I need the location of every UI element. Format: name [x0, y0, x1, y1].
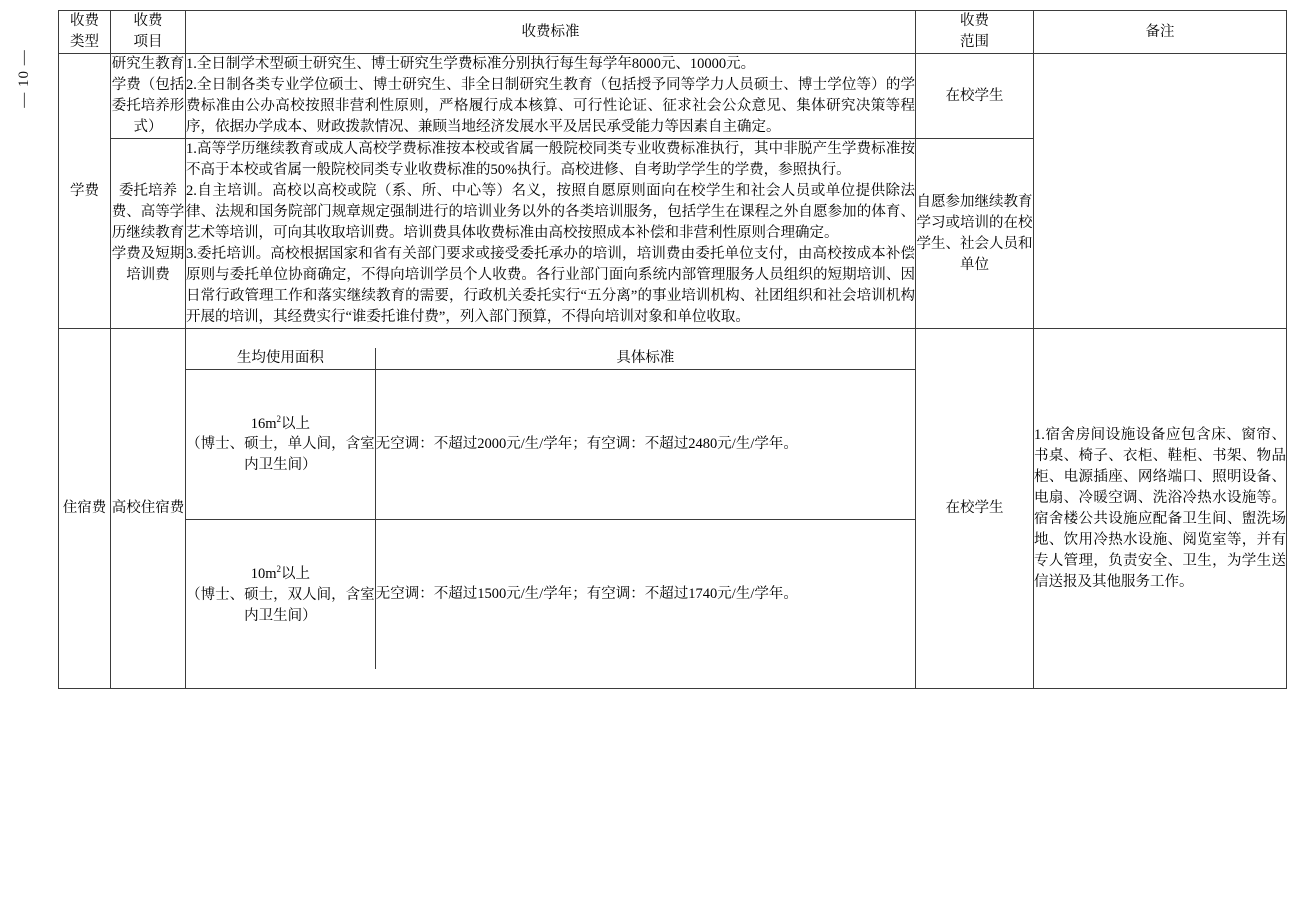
header-fee-scope-line2: 范围 — [960, 34, 989, 51]
header-fee-scope-line1: 收费 — [960, 13, 989, 29]
area-unit-superscript: 2 — [276, 413, 282, 424]
sub-cell-standard-16sqm: 无空调：不超过2000元/生/学年；有空调：不超过2480元/生/学年。 — [375, 369, 915, 519]
area-size-value: 16 — [250, 415, 266, 432]
header-fee-type — [59, 11, 111, 54]
standard-paragraph: 1.全日制学术型硕士研究生、博士研究生学费标准分别执行每生每学年8000元、10000元。 — [186, 56, 756, 73]
page-number-text: — 10 — — [15, 48, 32, 108]
cell-fee-standard-commissioned — [186, 139, 916, 329]
table-row — [59, 54, 1287, 139]
sub-header-standard: 具体标准 — [375, 348, 915, 370]
area-unit: m — [265, 565, 277, 582]
standard-paragraph: 2.全日制各类专业学位硕士、博士研究生、非全日制研究生教育（包括授予同等学力人员硕士、博士学位等）的学费标准由公办高校按照非营利性原则，严格履行成本核算、可行性论证、征求社会公众意见、集体研究决策等程序，依据办学成本、财政拨款情况、兼顾当地经济发展水平及居民承受能力等因素自主确定。 — [186, 77, 915, 136]
area-suffix: 以上 — [281, 565, 311, 582]
standard-paragraph: 3.委托培训。高校根据国家和省有关部门要求或接受委托承办的培训，培训费由委托单位支付，由高校按成本补偿原则与委托单位协商确定，不得向培训学员个人收费。各行业部门面向系统内部管理服务人员组织的短期培训、因日常行政管理工作和落实继续教育的需要，行政机关委托实行“五分离”的事业培训机构、社团组织和社会培训机构开展的培训，其经费实行“谁委托谁付费”，列入部门预算，不得向培训对象和单位收取。 — [186, 246, 915, 326]
cell-fee-scope-graduate: 在校学生 — [916, 54, 1034, 139]
table-row — [59, 329, 1287, 689]
header-fee-type-line1: 收费 — [70, 13, 99, 29]
header-remark: 备注 — [1034, 11, 1287, 54]
header-fee-item — [111, 11, 186, 54]
header-fee-item-line2: 项目 — [133, 34, 163, 51]
standard-paragraph: 1.高等学历继续教育或成人高校学费标准按本校或省属一般院校同类专业收费标准执行，其中非脱产生学费标准按不高于本校或省属一般院校同类专业收费标准的50%执行。高校进修、自考助学学生的学费，参照执行。 — [186, 141, 915, 179]
area-suffix: 以上 — [281, 415, 311, 432]
sub-table-row — [186, 519, 915, 669]
area-size-line — [186, 413, 375, 435]
sub-table-row — [186, 369, 915, 519]
area-unit: m — [265, 415, 277, 432]
cell-remark-tuition — [1034, 54, 1287, 329]
fee-standards-table — [58, 10, 1287, 689]
header-fee-type-line2: 类型 — [70, 34, 99, 51]
area-detail-line: （博士、硕士，双人间，含室内卫生间） — [186, 586, 375, 624]
sub-cell-standard-10sqm: 无空调：不超过1500元/生/学年；有空调：不超过1740元/生/学年。 — [375, 519, 915, 669]
table-header-row — [59, 11, 1287, 54]
page-number-marker — [2, 18, 46, 138]
area-detail-line: （博士、硕士，单人间，含室内卫生间） — [186, 436, 375, 474]
area-size-value: 10 — [250, 565, 266, 582]
cell-fee-item-accommodation: 高校住宿费 — [111, 329, 186, 689]
sub-header-area: 生均使用面积 — [186, 348, 375, 370]
header-fee-item-line1: 收费 — [133, 13, 163, 29]
standard-paragraph: 2.自主培训。高校以高校或院（系、所、中心等）名义，按照自愿原则面向在校学生和社会人员或单位提供除法律、法规和国务院部门规章规定强制进行的培训业务以外的各类培训服务，包括学生在课程之外自愿参加的体育、艺术等培训，可向其收取培训费。培训费具体收费标准由高校按照成本补偿和非营利性原则合理确定。 — [186, 183, 915, 242]
header-fee-standard: 收费标准 — [186, 11, 916, 54]
cell-fee-scope-accommodation: 在校学生 — [916, 329, 1034, 689]
cell-fee-scope-commissioned: 自愿参加继续教育学习或培训的在校学生、社会人员和单位 — [916, 139, 1034, 329]
sub-cell-area-16sqm — [186, 369, 375, 519]
area-unit-superscript: 2 — [276, 563, 282, 574]
cell-fee-type-tuition: 学费 — [59, 54, 111, 329]
header-fee-scope — [916, 11, 1034, 54]
cell-fee-item-commissioned: 委托培养费、高等学历继续教育学费及短期培训费 — [111, 139, 186, 329]
sub-cell-area-10sqm — [186, 519, 375, 669]
cell-fee-standard-accommodation — [186, 329, 916, 689]
remark-paragraph: 1.宿舍房间设施设备应包含床、窗帘、书桌、椅子、衣柜、鞋柜、书架、物品柜、电源插座、网络端口、照明设备、电扇、冷暖空调、洗浴冷热水设施等。宿舍楼公共设施应配备卫生间、盥洗场地、饮用冷热水设施、阅览室等，并有专人管理，负责安全、卫生，为学生送信送报及其他服务工作。 — [1034, 426, 1286, 590]
cell-fee-type-accommodation: 住宿费 — [59, 329, 111, 689]
area-size-line — [186, 563, 375, 585]
cell-remark-accommodation — [1034, 329, 1287, 689]
accommodation-sub-table — [186, 348, 915, 670]
cell-fee-item-graduate: 研究生教育学费（包括委托培养形式） — [111, 54, 186, 139]
sub-table-header-row — [186, 348, 915, 370]
cell-fee-standard-graduate — [186, 54, 916, 139]
